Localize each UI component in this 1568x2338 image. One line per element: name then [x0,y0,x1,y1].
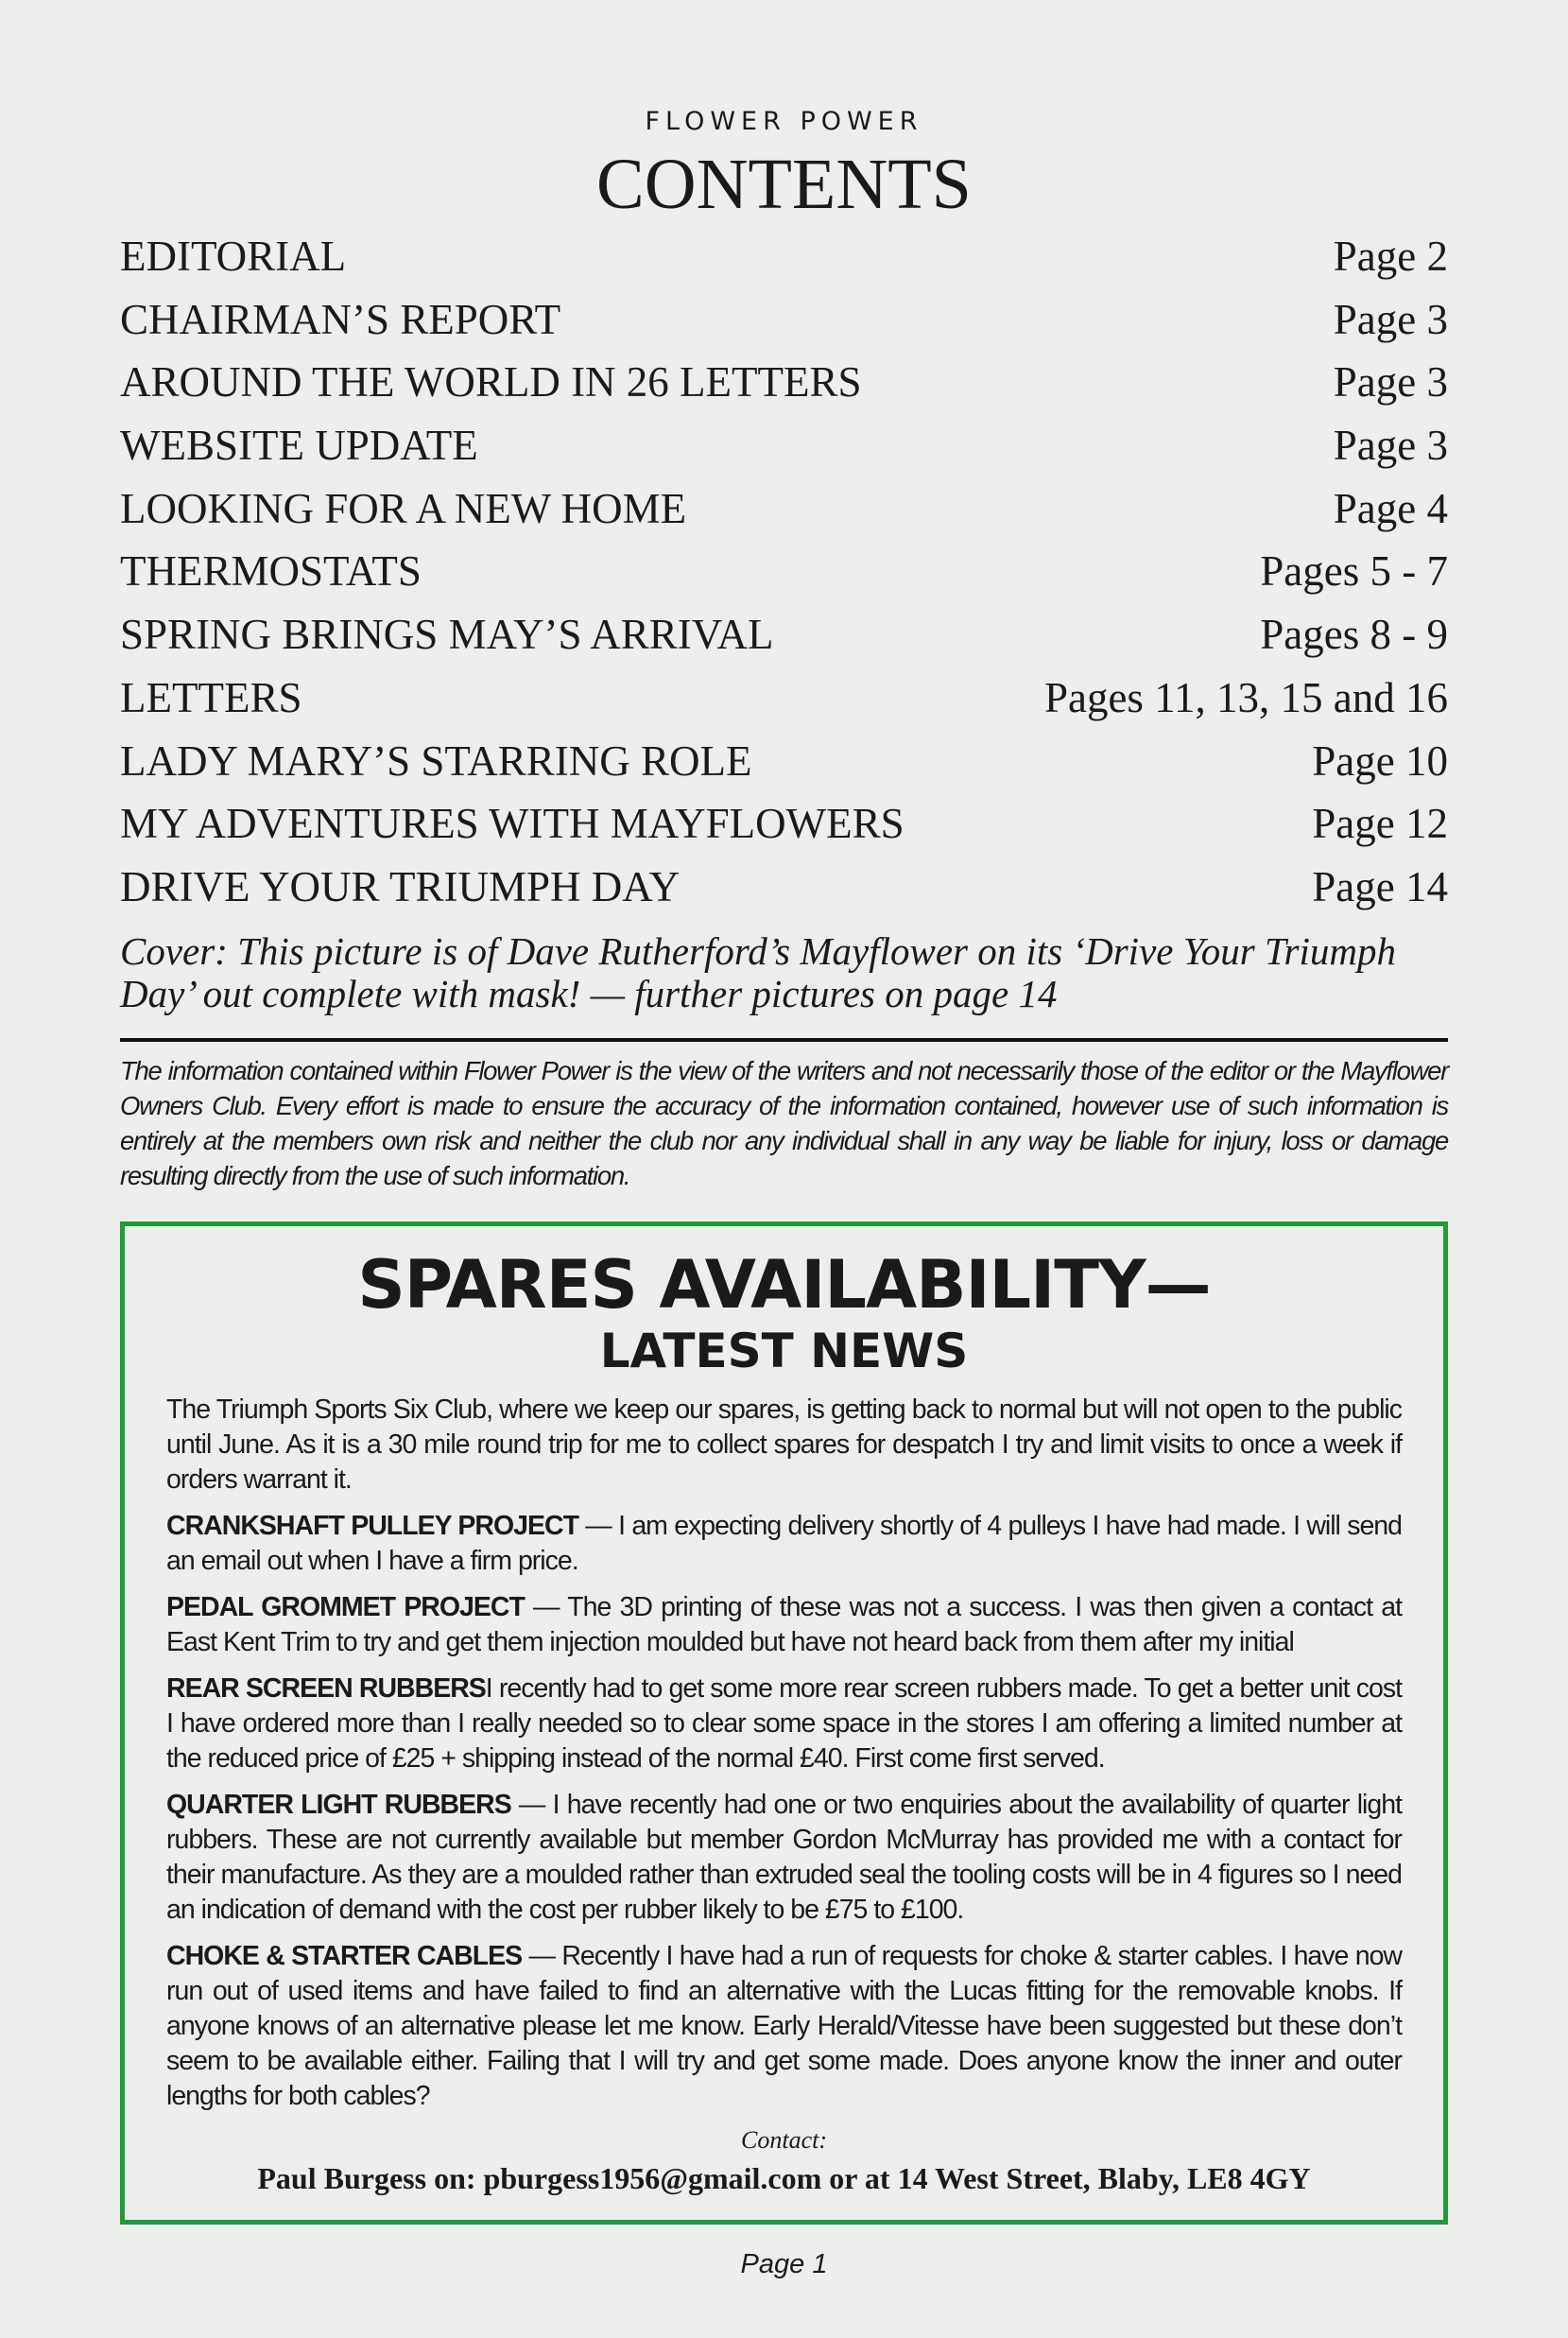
spares-availability-box [120,1221,1448,2225]
toc-entry [120,355,1448,418]
contact-details: Paul Burgess on: pburgess1956@gmail.com or at 14 West Street, Blaby, LE8 4GY [257,2160,1311,2195]
spares-item [166,1939,1402,2114]
toc-title: DRIVE YOUR TRIUMPH DAY [120,862,681,910]
toc-entry [120,544,1448,607]
toc-title: MY ADVENTURES WITH MAYFLOWERS [120,800,905,848]
contents-list [120,229,1448,923]
toc-title: SPRING BRINGS MAY’S ARRIVAL [120,611,774,659]
toc-entry [120,796,1448,859]
toc-page: Pages 8 - 9 [1260,611,1448,659]
toc-page: Page 2 [1333,233,1448,280]
toc-title: WEBSITE UPDATE [120,422,478,470]
item-title: QUARTER LIGHT RUBBERS [166,1789,511,1820]
disclaimer: The information contained within Flower Power is the view of the writers and not necessarily those of the editor or the Mayflower Owners Club. Every effort is made to ensure the accuracy of the information contained, however use of such information is entirely at the members own risk and neither the club nor any individual shall in any way be liable for injury, loss or damage resulting directly from the use of such information. [120,1055,1448,1190]
page-title: CONTENTS [596,145,972,224]
toc-entry [120,859,1448,923]
page-number: Page 1 [740,2248,828,2279]
toc-page: Page 3 [1333,295,1448,343]
spares-item [166,1590,1402,1660]
toc-page: Pages 5 - 7 [1260,547,1448,596]
toc-entry [120,670,1448,734]
spares-intro: The Triumph Sports Six Club, where we keep our spares, is getting back to normal but will not open to the public until June. As it is a 30 mile round trip for me to collect spares for despatch I try and limit visits to once a week if orders warrant it. [166,1394,1402,1495]
toc-title: EDITORIAL [120,233,347,280]
spares-item [166,1671,1402,1776]
toc-page: Pages 11, 13, 15 and 16 [1043,673,1448,721]
toc-page: Page 14 [1312,862,1448,910]
item-text: — I have recently had one or two enquiries about the availability of quarter light rubbers. These are not currently available but member Gordon McMurray has provided me with a contact for their manufacture. As they are a moulded rather than extruded seal the tooling costs will be in 4 figures so I need an indication of demand with the cost per rubber likely to be £75 to £100. [166,1789,1402,1925]
contact-label: Contact: [741,2125,827,2154]
item-title: PEDAL GROMMET PROJECT [166,1591,525,1622]
item-text: — I am expecting delivery shortly of 4 pulleys I have had made. I will send an email out when I have a firm price. [166,1510,1402,1576]
item-title: CRANKSHAFT PULLEY PROJECT [166,1510,579,1541]
item-title: CHOKE & STARTER CABLES [166,1940,523,1971]
item-title: REAR SCREEN RUBBERS [166,1672,486,1704]
toc-page: Page 12 [1312,800,1448,848]
item-text: — Recently I have had a run of requests for choke & starter cables. I have now run out of used items and have failed to find an alternative with the Lucas fitting for the removable knobs. If anyone knows of an alternative please let me know. Early Herald/Vitesse have been suggested but these don’t seem to be available either. Failing that I will try and get some made. Does anyone know the inner and outer lengths for both cables? [166,1940,1402,2111]
toc-title: LETTERS [120,673,302,721]
spares-item [166,1788,1402,1928]
toc-entry [120,481,1448,545]
spares-body [166,1393,1402,2114]
cover-caption: Cover: This picture is of Dave Rutherford’s Mayflower on its ‘Drive Your Triumph Day’ out complete with mask! — further pictures on page 14 [120,928,1396,1015]
toc-title: LADY MARY’S STARRING ROLE [120,736,752,785]
publication-name: FLOWER POWER [645,107,923,136]
toc-title: LOOKING FOR A NEW HOME [120,484,687,532]
spares-item [166,1509,1402,1579]
item-text: I recently had to get some more rear screen rubbers made. To get a better unit cost I have ordered more than I really needed so to clear some space in the stores I am offering a limited number at the reduced price of £25 + shipping instead of the normal £40. First come first served. [166,1672,1402,1774]
toc-entry [120,292,1448,355]
toc-entry [120,418,1448,481]
toc-page: Page 10 [1312,736,1448,785]
spares-subheading: LATEST NEWS [599,1323,969,1378]
toc-entry [120,229,1448,292]
toc-page: Page 4 [1333,484,1448,532]
divider [120,1038,1448,1042]
toc-entry [120,734,1448,797]
toc-page: Page 3 [1333,422,1448,470]
toc-title: CHAIRMAN’S REPORT [120,295,561,343]
toc-title: THERMOSTATS [120,547,422,596]
toc-title: AROUND THE WORLD IN 26 LETTERS [120,358,862,407]
page [120,0,1448,2338]
spares-heading: SPARES AVAILABILITY— [357,1245,1211,1324]
item-text: — The 3D printing of these was not a success. I was then given a contact at East Kent Trim to try and get them injection moulded but have not heard back from them after my initial [166,1591,1403,1657]
toc-page: Page 3 [1333,358,1448,407]
toc-entry [120,607,1448,670]
